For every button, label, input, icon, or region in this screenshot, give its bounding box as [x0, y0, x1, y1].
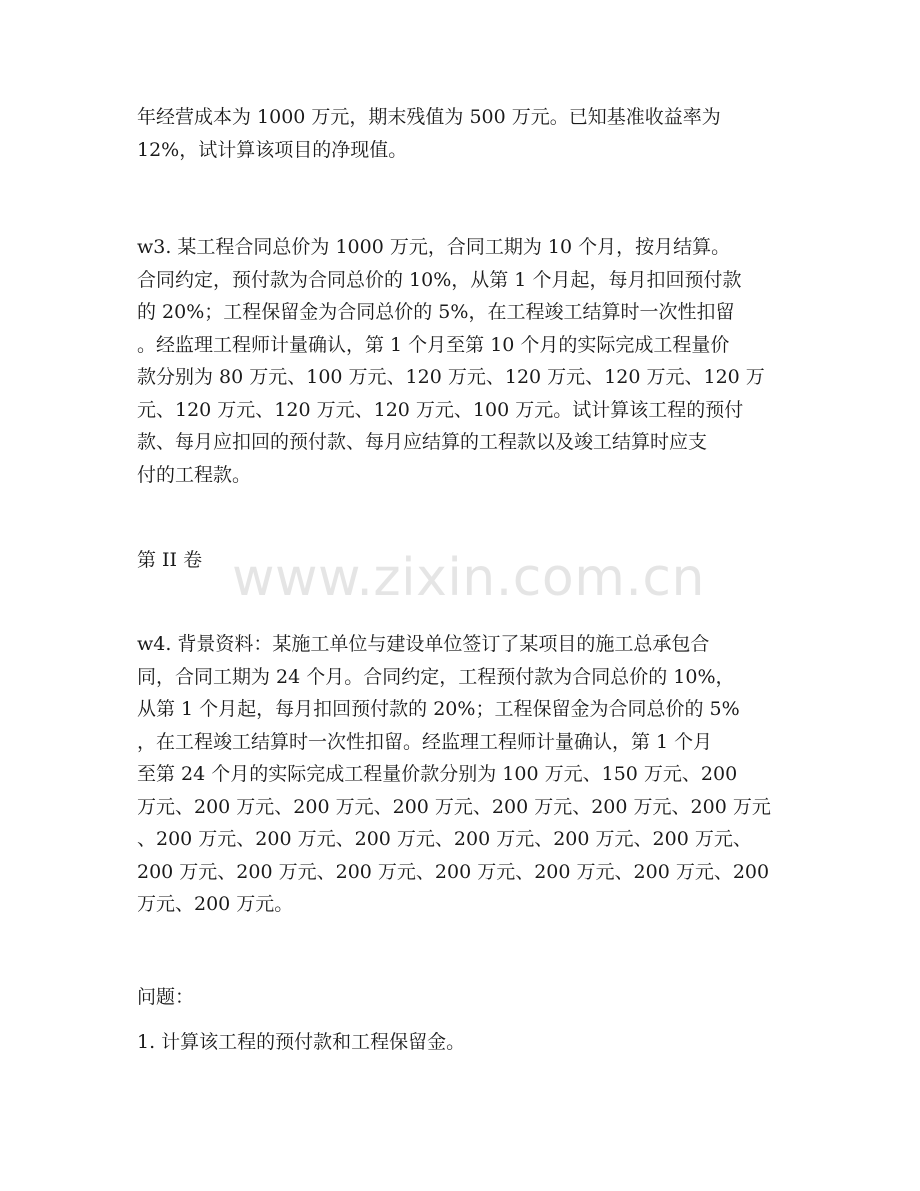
question-item-1 [137, 1026, 782, 1059]
paragraph-npv-intro [137, 101, 782, 166]
text-line: w4. 背景资料：某施工单位与建设单位签订了某项目的施工总承包合 [137, 633, 710, 655]
text-line: 付的工程款。 [137, 463, 252, 486]
text-line: 的 20%；工程保留金为合同总价的 5%，在工程竣工结算时一次性扣留 [137, 301, 735, 323]
watermark: www.zixin.com.cn [232, 548, 705, 608]
text-line: 款、每月应扣回的预付款、每月应结算的工程款以及竣工结算时应支 [137, 431, 708, 453]
question-label-block [137, 981, 782, 1014]
text-line: w3. 某工程合同总价为 1000 万元，合同工期为 10 个月，按月结算。 [137, 236, 731, 258]
text-line: 元、120 万元、120 万元、120 万元、100 万元。试计算该工程的预付 [137, 398, 744, 421]
text-line: ，在工程竣工结算时一次性扣留。经监理工程师计量确认，第 1 个月 [137, 730, 713, 753]
text-line: 12%，试计算该项目的净现值。 [137, 138, 408, 161]
text-line: 从第 1 个月起，每月扣回预付款的 20%；工程保留金为合同总价的 5% [137, 698, 740, 720]
section-title: 第 II 卷 [137, 549, 203, 571]
text-line: 、200 万元、200 万元、200 万元、200 万元、200 万元、200 万元、 [137, 828, 752, 850]
paragraph-question-w4 [137, 628, 782, 921]
text-line: 万元、200 万元。 [137, 893, 294, 915]
text-line: 合同约定，预付款为合同总价的 10%，从第 1 个月起，每月扣回预付款 [137, 268, 742, 291]
text-line: 款分别为 80 万元、100 万元、120 万元、120 万元、120 万元、120 万 [137, 366, 765, 388]
section-heading [137, 544, 782, 577]
text-line: 万元、200 万元、200 万元、200 万元、200 万元、200 万元、200 万元 [137, 795, 771, 818]
text-line: 年经营成本为 1000 万元，期末残值为 500 万元。已知基准收益率为 [137, 106, 721, 128]
paragraph-question-w3 [137, 231, 782, 491]
text-line: 同，合同工期为 24 个月。合同约定，工程预付款为合同总价的 10%， [137, 665, 735, 688]
text-line: 。经监理工程师计量确认，第 1 个月至第 10 个月的实际完成工程量价 [137, 333, 730, 356]
question-label: 问题： [137, 986, 195, 1008]
text-line: 至第 24 个月的实际完成工程量价款分别为 100 万元、150 万元、200 [137, 763, 738, 785]
text-line: 200 万元、200 万元、200 万元、200 万元、200 万元、200 万元、200 [137, 860, 770, 883]
question-text: 1. 计算该工程的预付款和工程保留金。 [137, 1031, 466, 1053]
